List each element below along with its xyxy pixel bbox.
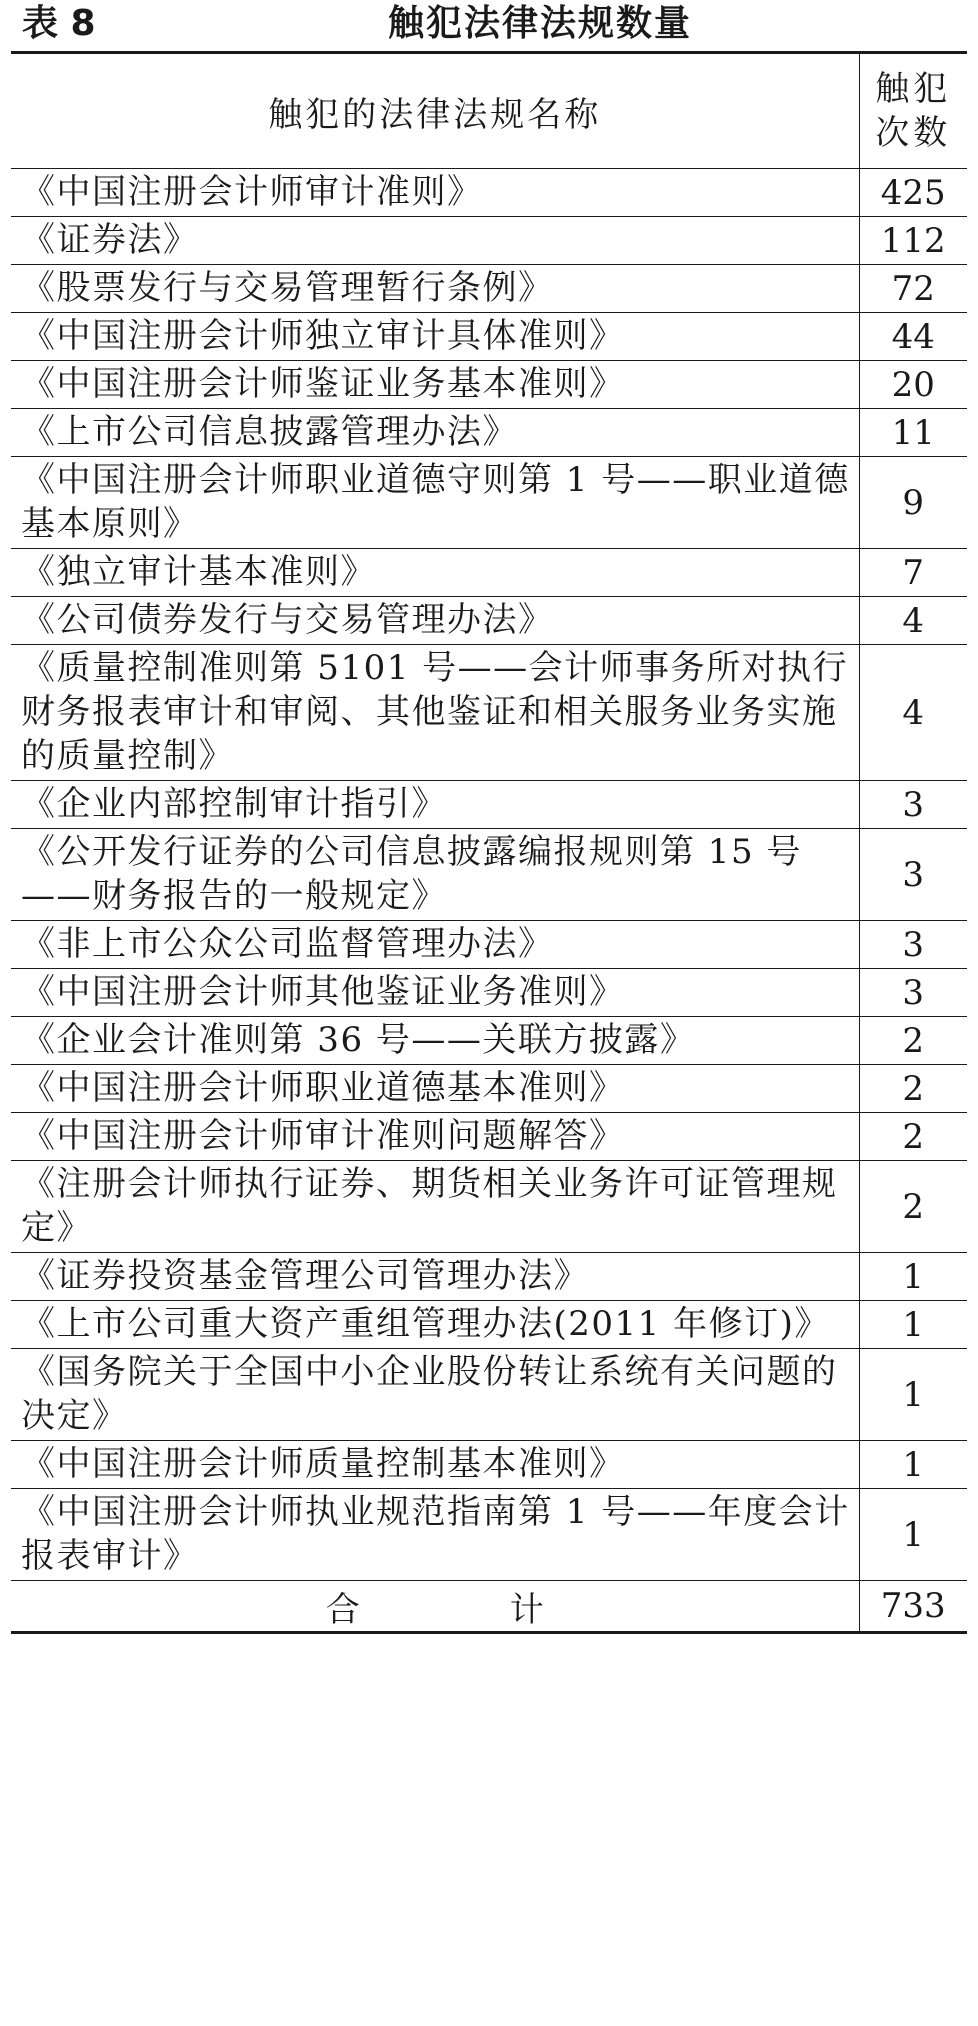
laws-table [11,51,967,1634]
total-label-part2: 计 [509,1589,544,1630]
table-row [11,1065,967,1113]
law-name: 《中国注册会计师职业道德守则第 1 号——职业道德基本原则》 [11,457,859,549]
law-name: 《质量控制准则第 5101 号——会计师事务所对执行财务报表审计和审阅、其他鉴证和相关服务业务实施的质量控制》 [11,645,859,781]
total-count: 733 [859,1581,967,1633]
table-row [11,1441,967,1489]
violation-count: 3 [859,969,967,1017]
table-caption [0,0,978,52]
table-row [11,1301,967,1349]
violation-count: 3 [859,921,967,969]
violation-count: 1 [859,1301,967,1349]
table-row [11,549,967,597]
header-count-line2: 次数 [875,113,952,153]
law-name: 《上市公司信息披露管理办法》 [11,409,859,457]
violation-count: 44 [859,313,967,361]
law-name: 《公司债券发行与交易管理办法》 [11,597,859,645]
table-row [11,1489,967,1581]
table-row [11,361,967,409]
table-row [11,921,967,969]
header-count-line1: 触犯 [875,69,952,109]
violation-count: 2 [859,1065,967,1113]
table-row [11,169,967,217]
law-name: 《股票发行与交易管理暂行条例》 [11,265,859,313]
violation-count: 425 [859,169,967,217]
law-name: 《中国注册会计师审计准则问题解答》 [11,1113,859,1161]
table-row [11,969,967,1017]
law-name: 《非上市公众公司监督管理办法》 [11,921,859,969]
header-name: 触犯的法律法规名称 [11,53,859,169]
table-row [11,313,967,361]
violation-count: 4 [859,597,967,645]
violation-count: 7 [859,549,967,597]
violation-count: 112 [859,217,967,265]
law-name: 《中国注册会计师执业规范指南第 1 号——年度会计报表审计》 [11,1489,859,1581]
table-row [11,1161,967,1253]
table-row [11,217,967,265]
law-name: 《中国注册会计师鉴证业务基本准则》 [11,361,859,409]
violation-count: 1 [859,1349,967,1441]
table-row [11,1017,967,1065]
violation-count: 1 [859,1489,967,1581]
table-row [11,265,967,313]
violation-count: 1 [859,1441,967,1489]
violation-count: 3 [859,829,967,921]
law-name: 《证券投资基金管理公司管理办法》 [11,1253,859,1301]
law-name: 《中国注册会计师审计准则》 [11,169,859,217]
violation-count: 72 [859,265,967,313]
laws-table-body [11,53,967,1633]
header-row [11,53,967,169]
total-label-part1: 合 [325,1589,360,1630]
table-row [11,597,967,645]
law-name: 《注册会计师执行证券、期货相关业务许可证管理规定》 [11,1161,859,1253]
law-name: 《中国注册会计师质量控制基本准则》 [11,1441,859,1489]
law-name: 《企业内部控制审计指引》 [11,781,859,829]
table-row [11,645,967,781]
violation-count: 2 [859,1161,967,1253]
violation-count: 20 [859,361,967,409]
table-title: 触犯法律法规数量 [388,3,693,44]
violation-count: 1 [859,1253,967,1301]
law-name: 《中国注册会计师职业道德基本准则》 [11,1065,859,1113]
table-row [11,457,967,549]
law-name: 《上市公司重大资产重组管理办法(2011 年修订)》 [11,1301,859,1349]
law-name: 《证券法》 [11,217,859,265]
violation-count: 11 [859,409,967,457]
law-name: 《中国注册会计师其他鉴证业务准则》 [11,969,859,1017]
total-label [11,1581,859,1633]
table-row [11,829,967,921]
law-name: 《独立审计基本准则》 [11,549,859,597]
table-row [11,1113,967,1161]
table-row [11,1253,967,1301]
total-row [11,1581,967,1633]
violation-count: 2 [859,1113,967,1161]
violation-count: 4 [859,645,967,781]
law-name: 《中国注册会计师独立审计具体准则》 [11,313,859,361]
table-number: 表 8 [22,3,96,44]
violation-count: 3 [859,781,967,829]
table-row [11,409,967,457]
law-name: 《国务院关于全国中小企业股份转让系统有关问题的决定》 [11,1349,859,1441]
table-row [11,1349,967,1441]
law-name: 《企业会计准则第 36 号——关联方披露》 [11,1017,859,1065]
table-row [11,781,967,829]
header-count [859,53,967,169]
law-name: 《公开发行证券的公司信息披露编报规则第 15 号——财务报告的一般规定》 [11,829,859,921]
violation-count: 2 [859,1017,967,1065]
violation-count: 9 [859,457,967,549]
